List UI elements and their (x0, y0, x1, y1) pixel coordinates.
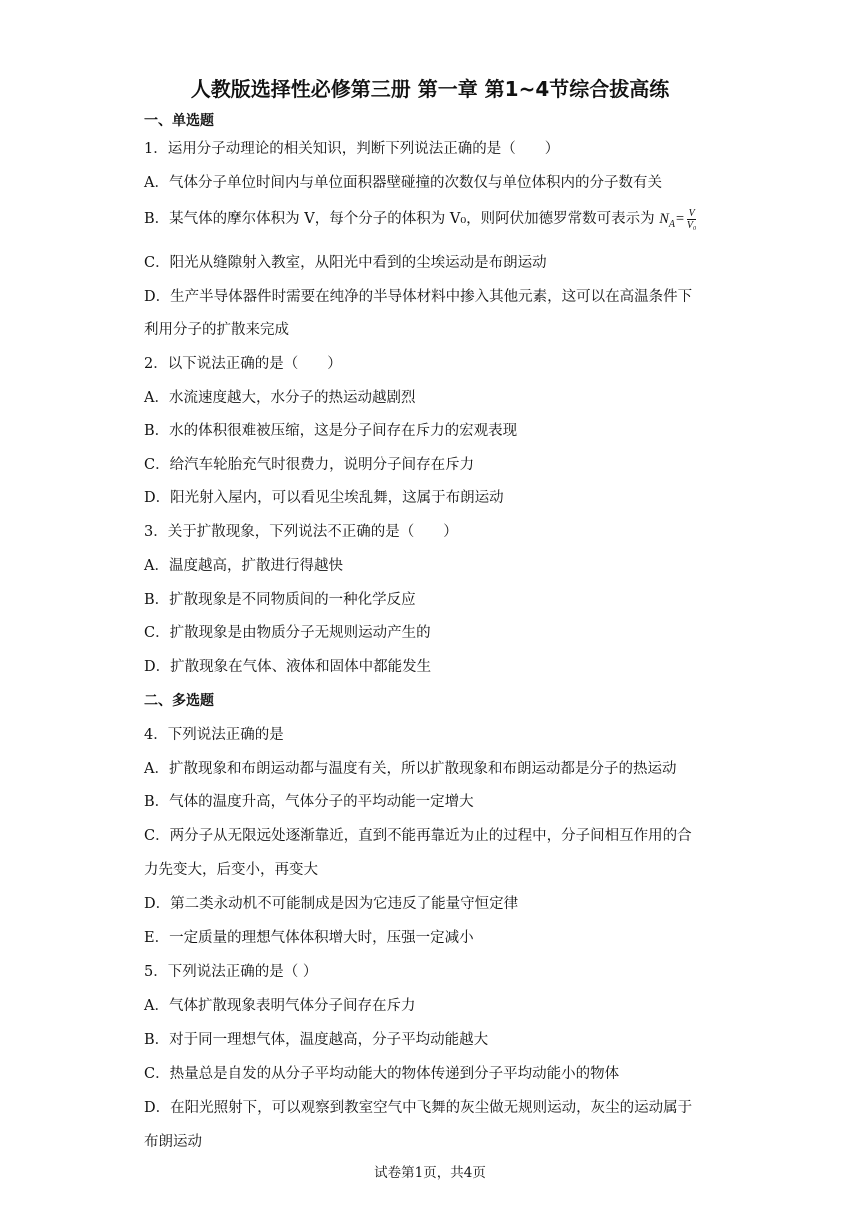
q2-option-b: B．水的体积很难被压缩，这是分子间存在斥力的宏观表现 (144, 423, 518, 439)
section-heading-multi-choice: 二、多选题 (144, 693, 214, 709)
q1-option-d-line1: D．生产半导体器件时需要在纯净的半导体材料中掺入其他元素，这可以在高温条件下 (144, 289, 693, 305)
q2-stem: 2．以下说法正确的是（ ） (144, 356, 342, 372)
q1-option-d-line2: 利用分子的扩散来完成 (144, 322, 289, 338)
q3-option-d: D．扩散现象在气体、液体和固体中都能发生 (144, 659, 432, 675)
q2-option-d: D．阳光射入屋内，可以看见尘埃乱舞，这属于布朗运动 (144, 490, 504, 506)
q4-option-b: B．气体的温度升高，气体分子的平均动能一定增大 (144, 794, 474, 810)
q4-option-e: E．一定质量的理想气体体积增大时，压强一定减小 (144, 930, 474, 946)
q4-stem: 4．下列说法正确的是 (144, 727, 284, 743)
q1-option-a: A．气体分子单位时间内与单位面积器壁碰撞的次数仅与单位体积内的分子数有关 (144, 175, 662, 191)
q1-option-b (144, 208, 720, 236)
q4-option-d: D．第二类永动机不可能制成是因为它违反了能量守恒定律 (144, 896, 519, 912)
page-footer: 试卷第1页，共4页 (374, 1165, 486, 1181)
q5-option-d-line1: D．在阳光照射下，可以观察到教室空气中飞舞的灰尘做无规则运动，灰尘的运动属于 (144, 1100, 693, 1116)
page-title: 人教版选择性必修第三册 第一章 第1~4节综合拔高练 (190, 77, 670, 101)
q4-option-c-line1: C．两分子从无限远处逐渐靠近，直到不能再靠近为止的过程中，分子间相互作用的合 (144, 828, 692, 844)
q1-option-b-text: B．某气体的摩尔体积为 V，每个分子的体积为 V₀，则阿伏加德罗常数可表示为 (144, 211, 655, 227)
q5-option-b: B．对于同一理想气体，温度越高，分子平均动能越大 (144, 1032, 489, 1048)
q3-option-c: C．扩散现象是由物质分子无规则运动产生的 (144, 625, 431, 641)
q5-stem: 5．下列说法正确的是（ ） (144, 964, 318, 980)
section-heading-single-choice: 一、单选题 (144, 113, 214, 129)
avogadro-formula: $N_A=$ $\frac{V}{\text{V₀}}$ (659, 208, 697, 232)
q5-option-d-line2: 布朗运动 (144, 1134, 202, 1150)
q4-option-c-line2: 力先变大，后变小，再变大 (144, 862, 318, 878)
q5-option-c: C．热量总是自发的从分子平均动能大的物体传递到分子平均动能小的物体 (144, 1066, 620, 1082)
q5-option-a: A．气体扩散现象表明气体分子间存在斥力 (144, 998, 416, 1014)
q3-stem: 3．关于扩散现象，下列说法不正确的是（ ） (144, 524, 458, 540)
q3-option-b: B．扩散现象是不同物质间的一种化学反应 (144, 592, 416, 608)
q2-option-c: C．给汽车轮胎充气时很费力，说明分子间存在斥力 (144, 457, 475, 473)
q2-option-a: A．水流速度越大，水分子的热运动越剧烈 (144, 390, 416, 406)
q3-option-a: A．温度越高，扩散进行得越快 (144, 558, 343, 574)
q1-stem: 1．运用分子动理论的相关知识，判断下列说法正确的是（ ） (144, 141, 560, 157)
q1-option-c: C．阳光从缝隙射入教室，从阳光中看到的尘埃运动是布朗运动 (144, 255, 547, 271)
q4-option-a: A．扩散现象和布朗运动都与温度有关，所以扩散现象和布朗运动都是分子的热运动 (144, 761, 677, 777)
